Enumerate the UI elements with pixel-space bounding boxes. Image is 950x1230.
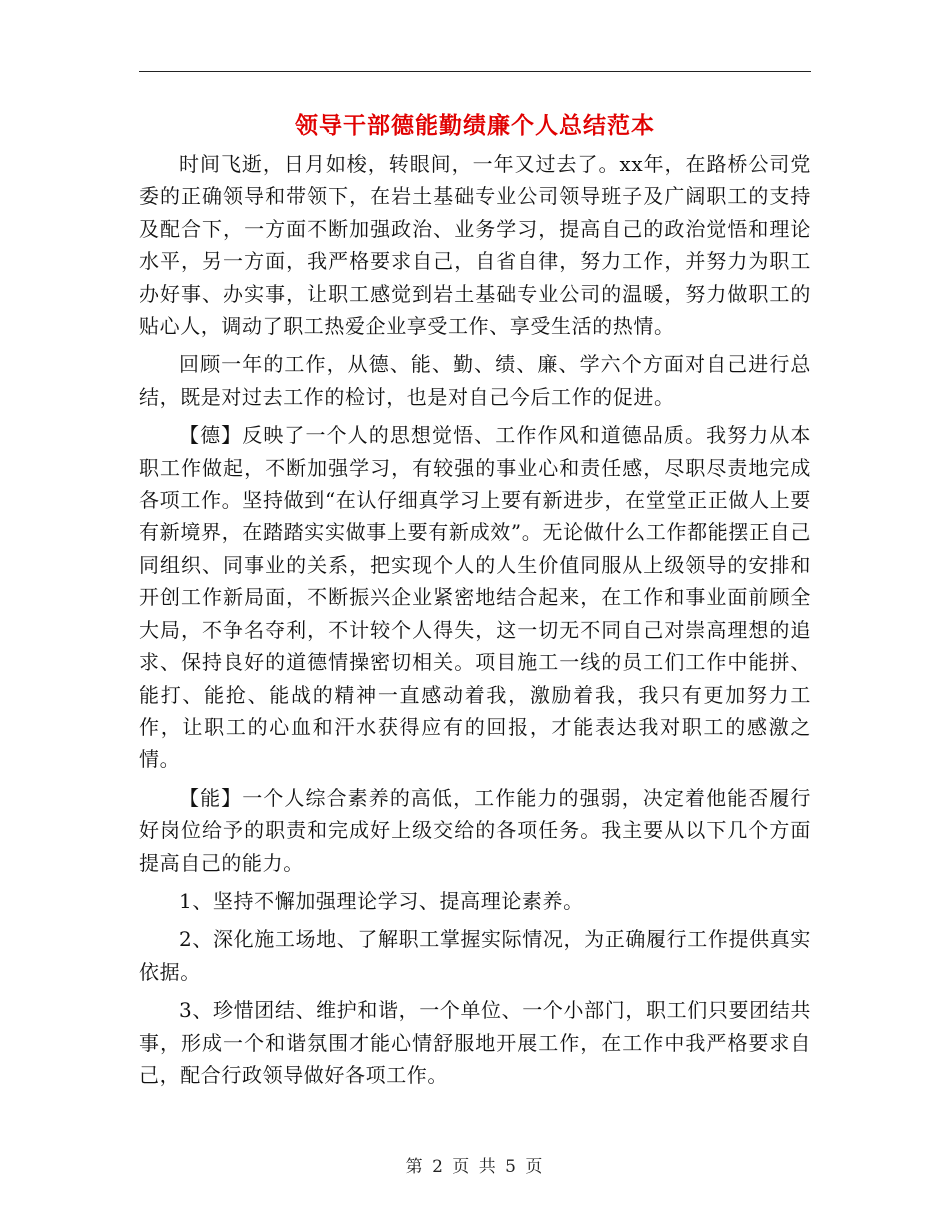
paragraph-neng: 【能】一个人综合素养的高低，工作能力的强弱，决定着他能否履行好岗位给予的职责和完成好上级交给的各项任务。我主要从以下几个方面提高自己的能力。 [139, 785, 811, 875]
paragraph-de: 【德】反映了一个人的思想觉悟、工作作风和道德品质。我努力从本职工作做起，不断加强学习，有较强的事业心和责任感，尽职尽责地完成各项工作。坚持做到“在认仔细真学习上要有新进步，在堂堂正正做人上要有新境界，在踏踏实实做事上要有新成效”。无论做什么工作都能摆正自己同组织、同事业的关系，把实现个人的人生价值同服从上级领导的安排和开创工作新局面，不断振兴企业紧密地结合起来，在工作和事业面前顾全大局，不争名夺利，不计较个人得失，这一切无不同自己对崇高理想的追求、保持良好的道德情操密切相关。项目施工一线的员工们工作中能拼、能打、能抢、能战的精神一直感动着我，激励着我，我只有更加努力工作，让职工的心血和汗水获得应有的回报，才能表达我对职工的感激之情。 [139, 423, 811, 772]
paragraph-intro: 时间飞逝，日月如梭，转眼间，一年又过去了。xx年，在路桥公司党委的正确领导和带领下，在岩土基础专业公司领导班子及广阔职工的支持及配合下，一方面不断加强政治、业务学习，提高自己的政治觉悟和理论水平，另一方面，我严格要求自己，自省自律，努力工作，并努力为职工办好事、办实事，让职工感觉到岩土基础专业公司的温暖，努力做职工的贴心人，调动了职工热爱企业享受工作、享受生活的热情。 [139, 152, 811, 339]
paragraph-review: 回顾一年的工作，从德、能、勤、绩、廉、学六个方面对自己进行总结，既是对过去工作的检讨，也是对自己今后工作的促进。 [139, 352, 811, 409]
list-item-1: 1、坚持不懈加强理论学习、提高理论素养。 [179, 888, 584, 913]
list-item-2: 2、深化施工场地、了解职工掌握实际情况，为正确履行工作提供真实依据。 [139, 927, 811, 984]
document-title: 领导干部德能勤绩廉个人总结范本 [295, 112, 655, 139]
page-footer: 第 2 页 共 5 页 [405, 1157, 545, 1177]
document-body [139, 148, 811, 1097]
header-rule [139, 71, 811, 72]
list-item-3: 3、珍惜团结、维护和谐，一个单位、一个小部门，职工们只要团结共事，形成一个和谐氛围才能心情舒服地开展工作，在工作中我严格要求自己，配合行政领导做好各项工作。 [139, 998, 811, 1087]
